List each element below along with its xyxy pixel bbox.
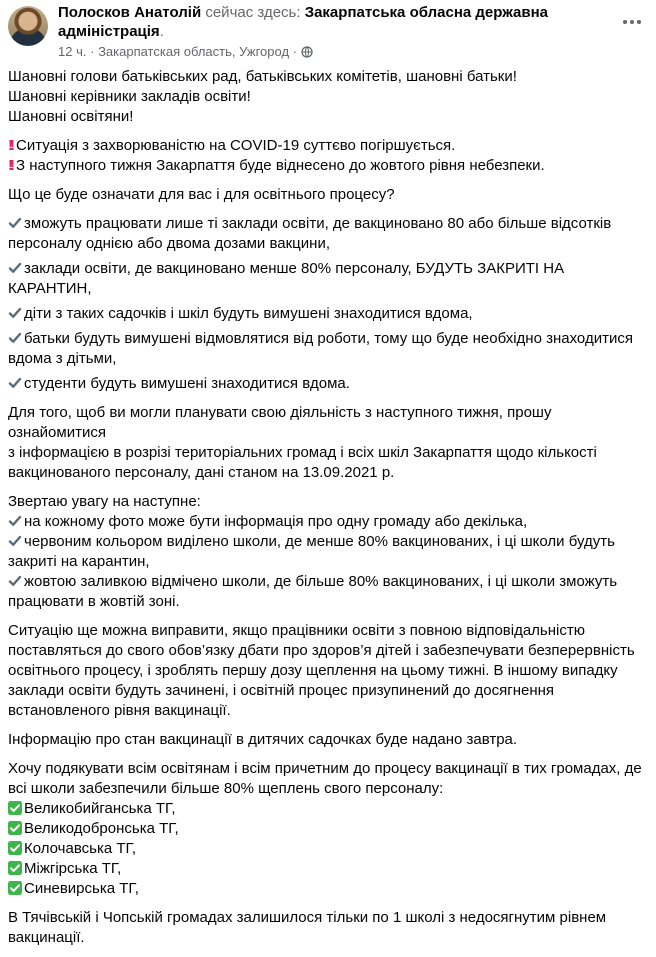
list-item	[8, 374, 648, 394]
greeting	[8, 67, 648, 127]
list-item	[8, 259, 648, 299]
check-mark-icon	[8, 534, 22, 548]
check-mark-icon	[8, 216, 22, 230]
attention-title: Звертаю увагу на наступне:	[8, 493, 201, 510]
consequences-list	[8, 214, 648, 394]
check-mark-icon	[8, 261, 22, 275]
check-mark-icon	[8, 514, 22, 528]
community-item: Великобийганська ТГ,	[24, 800, 176, 817]
list-item-text: жовтою заливкою відмічено школи, де більше 80% вакцинованих, і ці школи зможуть	[24, 573, 618, 590]
paragraph-line: Для того, щоб ви могли планувати свою діяльність з наступного тижня, прошу ознайомитися	[8, 404, 552, 441]
community-item: Колочавська ТГ,	[24, 840, 136, 857]
post-meta	[58, 43, 313, 60]
paragraph-line: встановленого рівня вакцинації.	[8, 702, 231, 719]
alert-text: Ситуація з захворюваністю на COVID-19 суттєво погіршується.	[16, 137, 456, 154]
greeting-line: Шановні керівники закладів освіти!	[8, 88, 251, 105]
community-item: Великодобронська ТГ,	[24, 820, 179, 837]
post-title	[58, 3, 613, 41]
list-item-text: на кожному фото може бути інформація про одну громаду або декілька,	[24, 513, 528, 530]
more-options-icon[interactable]	[620, 10, 644, 34]
place-name-line2[interactable]: адміністрація	[58, 23, 160, 40]
list-item-text: закриті на карантин,	[8, 553, 150, 570]
check-in-action: сейчас здесь:	[205, 4, 301, 21]
author-name[interactable]: Полосков Анатолій	[58, 4, 202, 21]
author-avatar[interactable]	[8, 6, 48, 46]
list-item-text: зможуть працювати лише ті заклади освіти, де вакциновано 80 або більше відсотків	[24, 215, 612, 232]
list-item-text: вдома з дітьми,	[8, 350, 117, 367]
alerts	[8, 136, 648, 176]
check-mark-icon	[8, 331, 22, 345]
paragraph-line: В Тячівській і Чопській громадах залишилося тільки по 1 школі з недосягнутим рівнем	[8, 909, 607, 926]
check-mark-icon	[8, 306, 22, 320]
list-item-text: діти з таких садочків і шкіл будуть вимушені знаходитися вдома,	[24, 305, 473, 322]
community-item: Міжгірська ТГ,	[24, 860, 122, 877]
check-mark-icon	[8, 574, 22, 588]
paragraph-line: поставляться до свого обов’язку дбати про здоров’я дітей і забезпечувати безперервність	[8, 642, 635, 659]
paragraph-line: Хочу подякувати всім освітянам і всім причетним до процесу вакцинації в тих громадах, де	[8, 760, 642, 777]
thanks	[8, 759, 648, 899]
question: Що це буде означати для вас і для освітнього процесу?	[8, 186, 395, 203]
list-item-text: персоналу однією або двома дозами вакцини,	[8, 235, 330, 252]
paragraph-line: вакцинованого персоналу, дані станом на 13.09.2021 р.	[8, 464, 395, 481]
paragraph-line: Ситуацію ще можна виправити, якщо працівники освіти з повною відповідальністю	[8, 622, 585, 639]
paragraph-line: всі школи забезпечили більше 80% щеплень свого персоналу:	[8, 780, 444, 797]
post-body	[8, 67, 648, 957]
paragraph-line: з інформацією в розрізі територіальних громад і всіх шкіл Закарпаття щодо кількості	[8, 444, 597, 461]
alert-line	[8, 156, 648, 176]
list-item	[8, 214, 648, 254]
greeting-line: Шановні освітяни!	[8, 108, 134, 125]
community-item: Синевирська ТГ,	[24, 880, 139, 897]
list-item-text: червоним кольором виділено школи, де менше 80% вакцинованих, і ці школи будуть	[24, 533, 615, 550]
greeting-line: Шановні голови батьківських рад, батьківських комітетів, шановні батьки!	[8, 68, 517, 85]
meta-separator: ·	[90, 44, 95, 59]
place-suffix: .	[159, 23, 164, 40]
list-item-text: працювати в жовтій зоні.	[8, 593, 180, 610]
check-mark-icon	[8, 376, 22, 390]
green-check-icon	[8, 821, 22, 835]
green-check-icon	[8, 861, 22, 875]
paragraph-line: заклади освіти будуть зачинені, і освітній процес призупинений до досягнення	[8, 682, 555, 699]
globe-icon[interactable]	[301, 45, 313, 57]
list-item-text: батьки будуть вимушені відмовлятися від роботи, тому що буде необхідно знаходитися	[24, 330, 633, 347]
green-check-icon	[8, 841, 22, 855]
planning	[8, 403, 648, 483]
list-item-text: студенти будуть вимушені знаходитися вдома.	[24, 375, 350, 392]
post-time[interactable]: 12 ч.	[58, 44, 87, 59]
list-item	[8, 304, 648, 324]
paragraph-line: вакцинації.	[8, 929, 85, 946]
list-item	[8, 329, 648, 369]
post-header	[0, 0, 656, 62]
list-item-text: заклади освіти, де вакциновано менше 80% персоналу, БУДУТЬ ЗАКРИТІ НА КАРАНТИН,	[8, 260, 565, 297]
meta-separator-2: ·	[292, 44, 298, 59]
kindergarten-info: Інформацію про стан вакцинації в дитячих садочках буде надано завтра.	[8, 731, 518, 748]
post-location[interactable]: Закарпатская область, Ужгород	[98, 44, 290, 59]
attention	[8, 492, 648, 612]
paragraph-line: освітнього процесу, і зроблять першу дозу щеплення на цьому тижні. В іншому випадку	[8, 662, 618, 679]
alert-line	[8, 136, 648, 156]
closing	[8, 908, 648, 948]
place-name-line1[interactable]: Закарпатська обласна державна	[304, 4, 549, 21]
green-check-icon	[8, 881, 22, 895]
situation	[8, 621, 648, 721]
double-exclamation-icon: !!	[8, 137, 12, 154]
green-check-icon	[8, 801, 22, 815]
alert-text: З наступного тижня Закарпаття буде віднесено до жовтого рівня небезпеки.	[16, 157, 545, 174]
double-exclamation-icon: !!	[8, 157, 12, 174]
